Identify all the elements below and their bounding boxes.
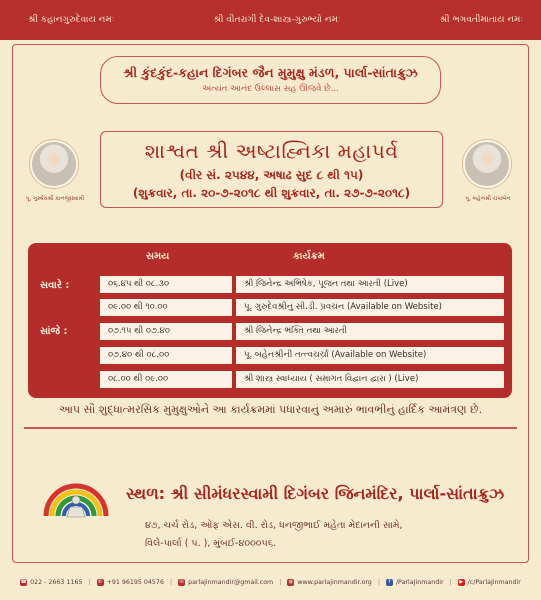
portrait-gurudev (30, 140, 78, 188)
session-evening-label: સાંજે : (40, 326, 68, 337)
divider-line (24, 427, 517, 429)
row-program: શ્રી શાસ્ત્ર સ્વાધ્યાય ( સમાગત વિદ્વાન દ્વારા ) (Live) (236, 371, 504, 388)
email-icon: ✉ (179, 579, 184, 585)
row-time: ૦૯.૦૦ થી ૧૦.૦૦ (100, 299, 232, 316)
separator: | (88, 579, 91, 586)
salutation-right: શ્રી ભગવતીમાતાય નમઃ (439, 15, 523, 25)
portrait-bahenshri (463, 140, 511, 188)
contact-footer (0, 565, 541, 600)
contact-youtube[interactable] (458, 579, 521, 586)
organizer-name: શ્રી કુંદકુંદ-કહાન દિગંબર જૈન મુમુક્ષુ મંડળ, પાર્લા-સાંતાક્રુઝ (123, 65, 418, 80)
row-time: ૦૭.૪૦ થી ૦૮.૦૦ (100, 347, 232, 364)
contact-website[interactable] (287, 579, 372, 586)
schedule-row (100, 347, 504, 364)
youtube-icon: ▶ (459, 579, 464, 585)
jinmandir-logo (40, 470, 112, 520)
session-morning-label: સવારે : (40, 280, 70, 291)
phone-icon: ☎ (20, 579, 27, 585)
venue-address-line-2: વિલે-પાર્લા ( પ. ), મુંબઈ-૪૦૦૦૫૬. (145, 538, 277, 549)
contact-phone[interactable] (20, 579, 82, 586)
venue-address-line-1: ૪૭, ચર્ચ રોડ, ઓફ એસ. વી. રોડ, ધનજીભાઈ મહેતા મેદાનની સામે, (145, 520, 403, 531)
salutation-center: શ્રી વીતરાગી દેવ-શાસ્ત્ર-ગુરુભ્યો નમઃ (213, 15, 341, 25)
schedule-row (100, 299, 504, 316)
row-program: પૂ. બહેનશ્રીની તત્ત્વચર્ચા (Available on Website) (236, 347, 504, 364)
facebook-icon: f (386, 579, 393, 586)
contact-mobile[interactable] (97, 579, 164, 586)
row-program: શ્રી જિનેન્દ્ર અભિષેક, પૂજન તથા આરતી (Live) (236, 276, 504, 293)
facebook-text: /ParlaJinmandir (395, 579, 444, 586)
schedule-table (28, 243, 512, 398)
phone-text: 022 - 2663 1165 (30, 579, 83, 586)
row-program: શ્રી જિનેન્દ્ર ભક્તિ તથા આરતી (236, 323, 504, 340)
row-program: પૂ. ગુરુદેવશ્રીનું સી.ડી. પ્રવચન (Available on Website) (236, 299, 504, 316)
event-title-box (100, 131, 443, 208)
top-salutation-bar (0, 0, 541, 40)
event-date-line-2: (શુક્રવાર, તા. ૨૦-૭-૨૦૧૮ થી શુક્રવાર, તા. ૨૭-૭-૨૦૧૮) (132, 186, 411, 200)
schedule-row (100, 371, 504, 388)
separator: | (449, 579, 452, 586)
schedule-row (100, 323, 504, 340)
globe-icon: ◍ (288, 579, 293, 585)
event-title: શાશ્વત શ્રી અષ્ટાહ્નિકા મહાપર્વ (144, 139, 399, 163)
email-text: parlajinmandir@gmail.com (188, 579, 274, 586)
organizer-box (100, 56, 441, 104)
invitation-text: આપ સૌ શુદ્ધાત્મરસિક મુમુક્ષુઓને આ કાર્યક્રમમાં પધારવાનું અમારું ભાવભીનું હાર્દિક આમંત્રણ છે. (58, 403, 483, 416)
schedule-header-program: કાર્યક્રમ (293, 251, 325, 262)
contact-email[interactable] (178, 579, 273, 586)
contact-facebook[interactable] (386, 579, 444, 586)
row-time: ૦૬.૪૫ થી ૦૮.૩૦ (100, 276, 232, 293)
salutation-left: શ્રી કહાનગુરુદેવાય નમઃ (28, 15, 115, 25)
website-text: www.parlajinmandir.org (297, 579, 372, 586)
schedule-row (100, 276, 504, 293)
mobile-text: +91 96195 04576 (106, 579, 164, 586)
separator: | (169, 579, 173, 586)
youtube-text: /c/ParlaJinmandir (467, 579, 521, 586)
row-time: ૦૮.૦૦ થી ૦૯.૦૦ (100, 371, 232, 388)
row-time: ૦૭.૧૫ થી ૦૭.૪૦ (100, 323, 232, 340)
organizer-subtitle: અત્યંત આનંદ ઉલ્લાસ સહ ઊજવે છે... (202, 84, 339, 94)
schedule-header-time: સમય (146, 251, 170, 262)
venue-label: સ્થળ: શ્રી સીમંધરસ્વામી દિગંબર જિનમંદિર, પાર્લા-સાંતાક્રુઝ (126, 484, 505, 503)
event-date-line-1: (વીર સં. ૨૫૪૪, અષાઢ સુદ ૮ થી ૧૫) (179, 168, 364, 182)
separator: | (279, 579, 282, 586)
portrait-left-caption: પૂ. ગુરુદેવશ્રી કાનજીસ્વામી (25, 196, 85, 202)
portrait-right-caption: પૂ. બહેનશ્રી ચંપાબેન (465, 196, 511, 202)
mobile-icon: ✆ (97, 579, 103, 585)
separator: | (377, 579, 380, 586)
